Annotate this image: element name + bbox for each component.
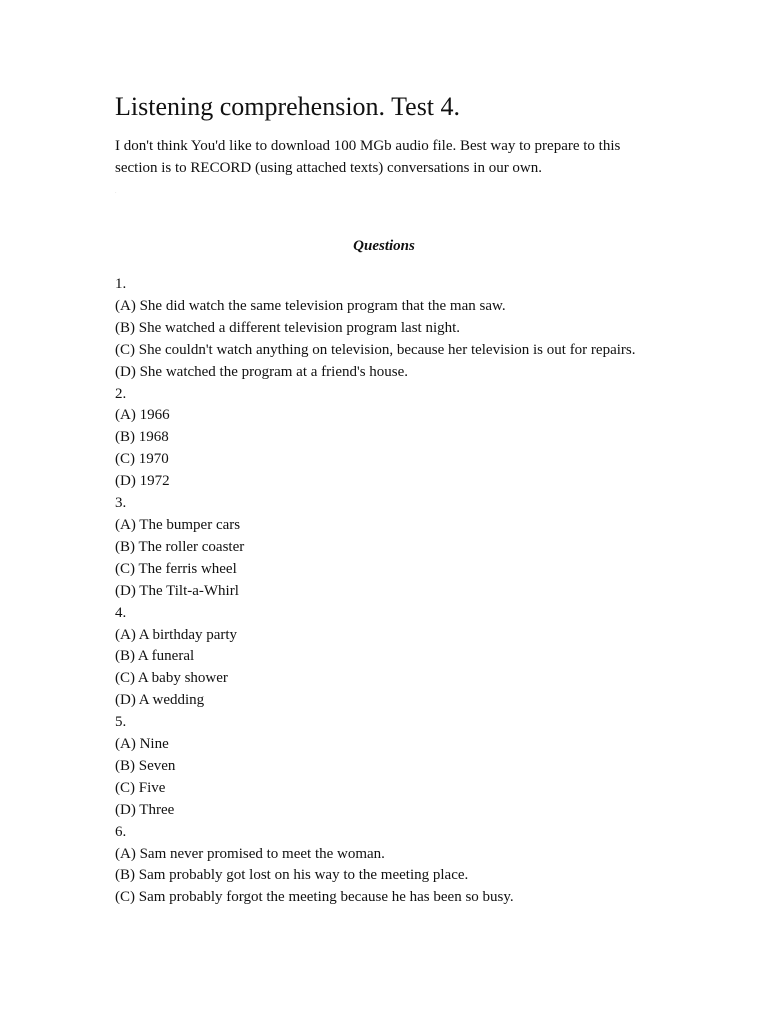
questions-heading: Questions (353, 238, 415, 254)
answer-option: (B) Sam probably got lost on his way to the meeting place. (115, 867, 469, 884)
answer-option: (D) The Tilt-a-Whirl (115, 582, 239, 599)
answer-option: (A) Sam never promised to meet the woman. (115, 845, 385, 862)
question-number: 6. (115, 823, 127, 840)
document-title: Listening comprehension. Test 4. (115, 92, 461, 121)
answer-option: (D) Three (115, 801, 175, 818)
answer-option: (D) 1972 (115, 473, 170, 490)
answer-option: (C) Five (115, 779, 166, 796)
answer-option: (C) A baby shower (115, 670, 228, 687)
question-number: 3. (115, 495, 127, 512)
faint-mark: . (115, 189, 117, 195)
question-number: 5. (115, 714, 127, 731)
intro-paragraph: I don't think You'd like to download 100 MGb audio file. Best way to prepare to this section is to RECORD (using attached texts) conversations in our own. (115, 138, 621, 176)
answer-option: (B) She watched a different television program last night. (115, 319, 461, 336)
answer-option: (C) 1970 (115, 451, 169, 468)
answer-option: (B) 1968 (115, 429, 169, 446)
question-number: 4. (115, 604, 127, 621)
question-2 (115, 384, 636, 494)
answer-option: (D) A wedding (115, 692, 205, 709)
question-3 (115, 493, 636, 603)
answer-option: (A) The bumper cars (115, 516, 241, 533)
question-6 (115, 822, 636, 910)
answer-option: (B) A funeral (115, 648, 195, 665)
answer-option: (A) 1966 (115, 407, 170, 424)
question-list (115, 274, 636, 909)
question-number: 1. (115, 276, 127, 292)
question-1 (115, 274, 636, 384)
answer-option: (B) The roller coaster (115, 538, 245, 555)
answer-option: (A) She did watch the same television program that the man saw. (115, 297, 506, 314)
answer-option: (D) She watched the program at a friend's house. (115, 363, 409, 380)
answer-option: (C) She couldn't watch anything on television, because her television is out for repairs. (115, 341, 636, 358)
question-5 (115, 712, 636, 822)
answer-option: (C) Sam probably forgot the meeting because he has been so busy. (115, 889, 514, 906)
answer-option: (A) Nine (115, 736, 169, 753)
question-number: 2. (115, 385, 127, 402)
answer-option: (B) Seven (115, 757, 176, 774)
question-4 (115, 603, 636, 713)
answer-option: (C) The ferris wheel (115, 560, 237, 577)
answer-option: (A) A birthday party (115, 626, 238, 643)
